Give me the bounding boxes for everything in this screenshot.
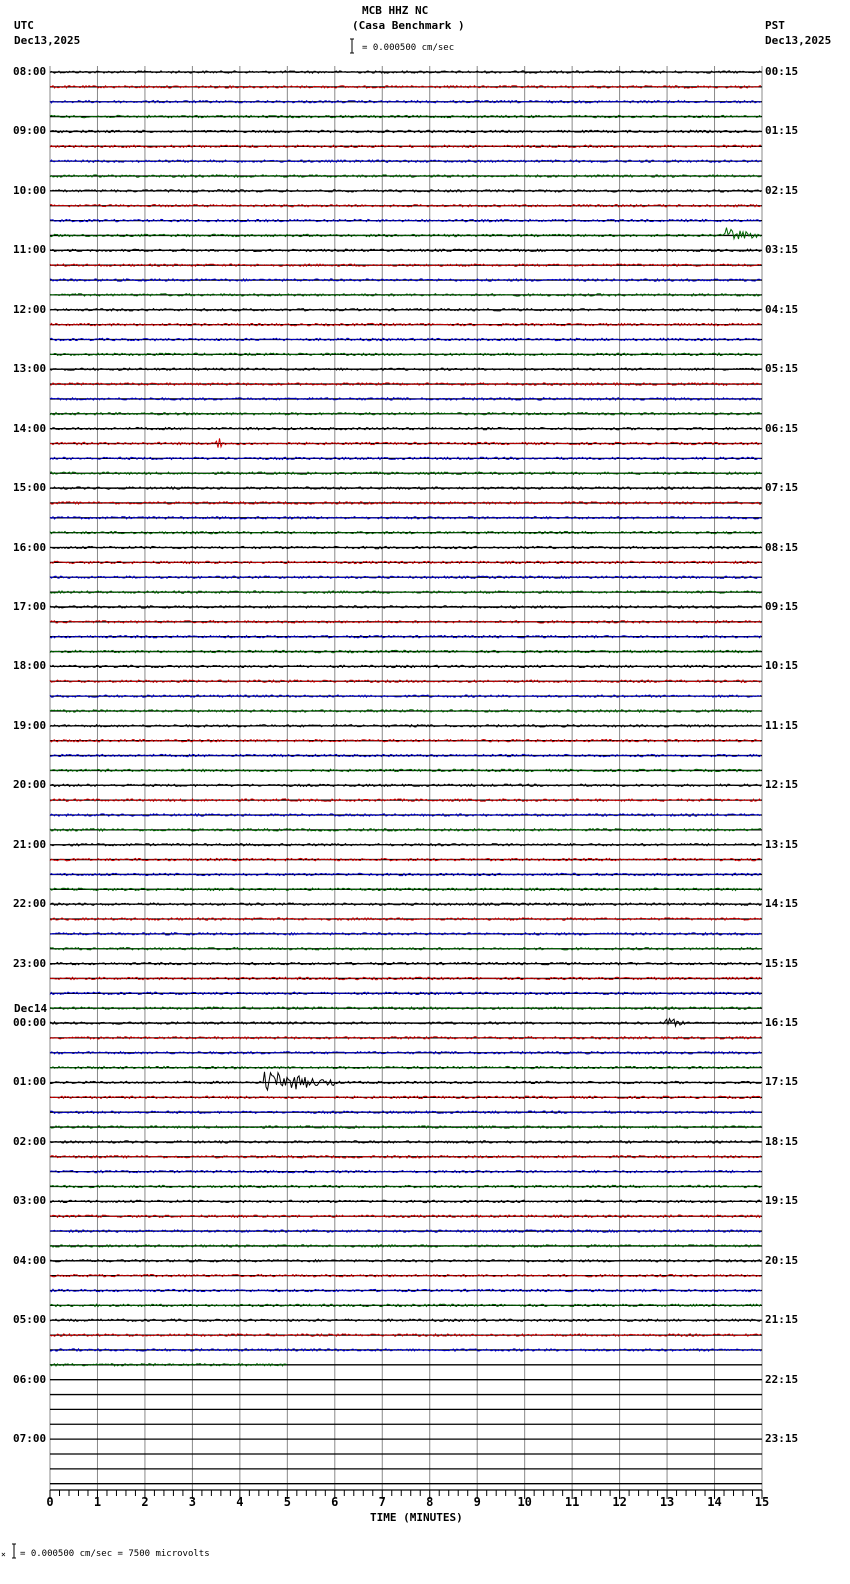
utc-hour-label: 06:00 — [13, 1372, 47, 1386]
x-tick-label: 15 — [754, 1495, 770, 1509]
utc-hour-label: 00:00 — [13, 1016, 47, 1030]
pst-hour-label: 01:15 — [765, 124, 799, 138]
pst-hour-label: 22:15 — [765, 1372, 799, 1386]
x-tick-label: 5 — [283, 1495, 291, 1509]
seismic-trace — [50, 502, 761, 504]
pst-hour-label: 04:15 — [765, 302, 799, 316]
x-tick-label: 13 — [659, 1495, 675, 1509]
utc-hour-label: 20:00 — [13, 778, 47, 792]
x-tick-label: 7 — [378, 1495, 386, 1509]
pst-hour-label: 15:15 — [765, 956, 799, 970]
pst-hour-label: 13:15 — [765, 837, 799, 851]
utc-hour-label: 05:00 — [13, 1313, 47, 1327]
seismic-trace — [50, 858, 761, 860]
utc-hour-label: 19:00 — [13, 718, 47, 732]
utc-hour-label: 02:00 — [13, 1134, 47, 1148]
pst-hour-label: 14:15 — [765, 897, 799, 911]
utc-hour-label: 11:00 — [13, 243, 47, 257]
pst-hour-label: 20:15 — [765, 1253, 799, 1267]
utc-hour-label: 23:00 — [13, 956, 47, 970]
station-location: (Casa Benchmark ) — [352, 19, 465, 32]
utc-hour-label: 04:00 — [13, 1253, 47, 1267]
utc-hour-label: 09:00 — [13, 124, 47, 138]
seismic-trace — [50, 621, 761, 623]
seismic-trace — [50, 228, 761, 239]
x-tick-label: 2 — [141, 1495, 149, 1509]
pst-hour-label: 06:15 — [765, 421, 799, 435]
scale-bar-icon — [12, 39, 354, 1558]
utc-hour-label: 22:00 — [13, 897, 47, 911]
x-tick-label: 10 — [517, 1495, 532, 1509]
pst-hour-label: 21:15 — [765, 1313, 799, 1327]
seismic-trace — [50, 1072, 761, 1090]
left-date: Dec13,2025 — [14, 34, 81, 47]
utc-hour-label: 12:00 — [13, 302, 47, 316]
utc-hour-label: 10:00 — [13, 183, 47, 197]
x-tick-label: 9 — [473, 1495, 481, 1509]
pst-hour-label: 02:15 — [765, 183, 799, 197]
pst-hour-label: 23:15 — [765, 1432, 799, 1446]
seismic-trace — [50, 1200, 761, 1202]
x-tick-label: 3 — [188, 1495, 197, 1509]
seismic-trace — [50, 353, 761, 355]
seismic-trace — [50, 1215, 761, 1217]
pst-hour-label: 18:15 — [765, 1134, 799, 1148]
pst-hour-label: 10:15 — [765, 659, 799, 673]
pst-hour-label: 19:15 — [765, 1194, 799, 1208]
utc-hour-label: 03:00 — [13, 1194, 47, 1208]
date-change-label: Dec14 — [14, 1002, 48, 1015]
x-tick-label: 0 — [46, 1495, 54, 1509]
utc-hour-label: 07:00 — [13, 1432, 47, 1446]
utc-hour-label: 14:00 — [13, 421, 47, 435]
pst-hour-label: 16:15 — [765, 1016, 799, 1030]
x-tick-label: 1 — [93, 1495, 102, 1509]
seismic-trace — [50, 517, 761, 519]
pst-hour-label: 00:15 — [765, 65, 799, 78]
x-tick-label: 4 — [236, 1495, 244, 1509]
utc-hour-label: 13:00 — [13, 362, 47, 376]
utc-hour-label: 01:00 — [13, 1075, 47, 1089]
x-axis-label: TIME (MINUTES) — [370, 1511, 463, 1524]
utc-hour-label: 08:00 — [13, 65, 47, 78]
scale-label: = 0.000500 cm/sec — [362, 43, 455, 53]
pst-hour-label: 08:15 — [765, 540, 799, 554]
seismic-trace — [50, 1171, 761, 1173]
seismic-trace — [50, 1349, 761, 1351]
pst-hour-label: 12:15 — [765, 778, 799, 792]
footer-marker: × — [1, 1550, 6, 1559]
station-title: MCB HHZ NC — [362, 4, 429, 17]
x-tick-label: 6 — [331, 1495, 339, 1509]
left-timezone: UTC — [14, 19, 34, 32]
seismic-trace — [50, 249, 761, 251]
seismic-trace — [50, 264, 761, 266]
seismic-trace — [50, 86, 761, 88]
utc-hour-label: 16:00 — [13, 540, 47, 554]
pst-hour-label: 11:15 — [765, 718, 799, 732]
utc-hour-label: 17:00 — [13, 599, 47, 613]
seismic-trace — [50, 799, 761, 801]
x-tick-label: 12 — [612, 1495, 627, 1509]
utc-hour-label: 18:00 — [13, 659, 47, 673]
x-tick-label: 11 — [564, 1495, 580, 1509]
pst-hour-label: 07:15 — [765, 481, 799, 495]
pst-hour-label: 17:15 — [765, 1075, 799, 1089]
pst-hour-label: 03:15 — [765, 243, 799, 257]
pst-hour-label: 09:15 — [765, 599, 799, 613]
seismic-trace — [50, 309, 761, 311]
x-tick-label: 8 — [426, 1495, 434, 1509]
seismic-trace — [50, 1334, 761, 1336]
footer-scale-label: = 0.000500 cm/sec = 7500 microvolts — [20, 1549, 210, 1559]
pst-hour-label: 05:15 — [765, 362, 799, 376]
right-date: Dec13,2025 — [765, 34, 832, 47]
utc-hour-label: 21:00 — [13, 837, 47, 851]
utc-hour-label: 15:00 — [13, 481, 47, 495]
seismic-trace — [50, 948, 761, 950]
x-tick-label: 14 — [707, 1495, 722, 1509]
right-timezone: PST — [765, 19, 785, 32]
